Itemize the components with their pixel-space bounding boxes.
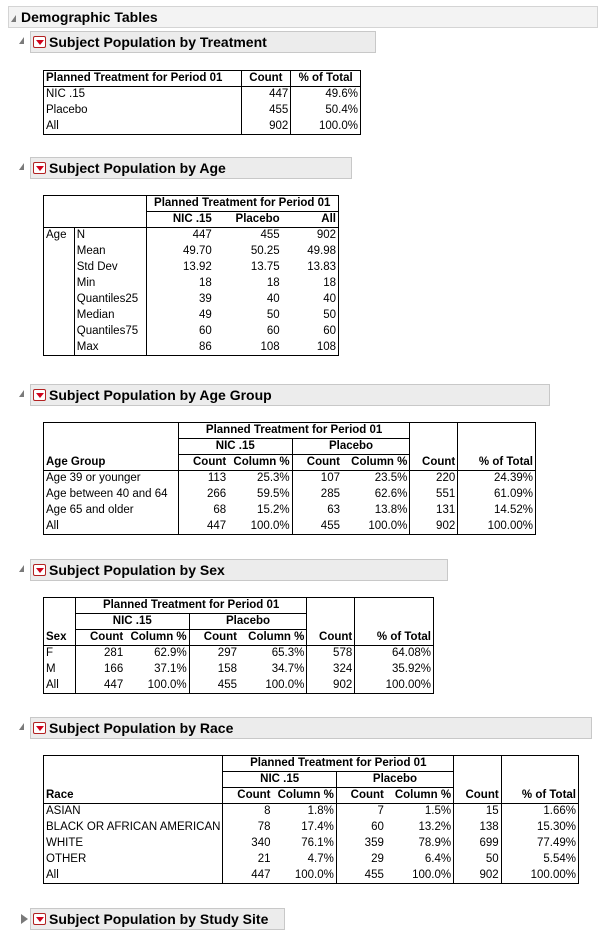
table-row: Std Dev 13.92 13.75 13.83: [44, 260, 339, 276]
red-menu-icon[interactable]: [33, 162, 46, 174]
column-header: Count: [307, 630, 355, 646]
column-header: Count: [292, 455, 342, 471]
table-row: Quantiles25 39 40 40: [44, 292, 339, 308]
red-menu-icon[interactable]: [33, 722, 46, 734]
table-row: BLACK OR AFRICAN AMERICAN 78 17.4% 60 13.2% 138 15.30%: [44, 820, 579, 836]
column-header: Planned Treatment for Period 01: [44, 71, 242, 87]
column-header: Column %: [386, 788, 454, 804]
section-title: Subject Population by Sex: [49, 562, 225, 578]
column-header: All: [282, 212, 339, 228]
age-table: [43, 195, 339, 356]
column-header: Placebo: [214, 212, 282, 228]
table-row: OTHER 21 4.7% 29 6.4% 50 5.54%: [44, 852, 579, 868]
table-row: Age between 40 and 64 266 59.5% 285 62.6% 551 61.09%: [44, 487, 536, 503]
group-header: Placebo: [189, 614, 307, 630]
row-label-header: Sex: [44, 630, 76, 646]
triangle-open-icon[interactable]: [19, 37, 24, 44]
column-header: Count: [178, 455, 228, 471]
race-table: [43, 755, 579, 884]
table-row: Age 65 and older 68 15.2% 63 13.8% 131 14.52%: [44, 503, 536, 519]
triangle-open-icon[interactable]: [19, 723, 24, 730]
table-row: NIC .15 447 49.6%: [44, 87, 361, 103]
red-menu-icon[interactable]: [33, 36, 46, 48]
column-header: Count: [336, 788, 386, 804]
table-row: F 281 62.9% 297 65.3% 578 64.08%: [44, 646, 434, 662]
row-label-header: Age Group: [44, 455, 179, 471]
red-menu-icon[interactable]: [33, 913, 46, 925]
column-header: % of Total: [291, 71, 361, 87]
column-header: Column %: [228, 455, 292, 471]
section-header-age-group: [30, 384, 550, 406]
table-row: Median 49 50 50: [44, 308, 339, 324]
table-row: All 447 100.0% 455 100.0% 902 100.00%: [44, 868, 579, 884]
section-title: Subject Population by Study Site: [49, 911, 269, 927]
group-header: Placebo: [292, 439, 410, 455]
table-row: M 166 37.1% 158 34.7% 324 35.92%: [44, 662, 434, 678]
table-row: Quantiles75 60 60 60: [44, 324, 339, 340]
triangle-open-icon[interactable]: [19, 390, 24, 397]
table-row: Age 39 or younger 113 25.3% 107 23.5% 220 24.39%: [44, 471, 536, 487]
column-header: Count: [241, 71, 291, 87]
section-title: Subject Population by Age: [49, 160, 226, 176]
spanner-header: Planned Treatment for Period 01: [146, 196, 339, 212]
column-header: Count: [75, 630, 125, 646]
triangle-closed-icon[interactable]: [21, 914, 28, 924]
triangle-open-icon[interactable]: [19, 565, 24, 572]
table-row: ASIAN 8 1.8% 7 1.5% 15 1.66%: [44, 804, 579, 820]
table-row: WHITE 340 76.1% 359 78.9% 699 77.49%: [44, 836, 579, 852]
row-group-label: Age: [44, 228, 75, 244]
section-header-study-site: [30, 908, 285, 930]
section-header-race: [30, 717, 592, 739]
age-group-table: [43, 422, 536, 535]
column-header: Count: [410, 455, 458, 471]
column-header: % of Total: [355, 630, 434, 646]
column-header: Count: [189, 630, 239, 646]
column-header: Column %: [272, 788, 336, 804]
group-header: NIC .15: [223, 772, 336, 788]
column-header: Column %: [342, 455, 410, 471]
column-header: Count: [454, 788, 502, 804]
section-header-sex: [30, 559, 448, 581]
group-header: NIC .15: [178, 439, 292, 455]
column-header: % of Total: [501, 788, 578, 804]
table-row: Mean 49.70 50.25 49.98: [44, 244, 339, 260]
table-row: Min 18 18 18: [44, 276, 339, 292]
spanner-header: Planned Treatment for Period 01: [75, 598, 306, 614]
spanner-header: Planned Treatment for Period 01: [178, 423, 410, 439]
section-title: Subject Population by Treatment: [49, 34, 267, 50]
table-row: Placebo 455 50.4%: [44, 103, 361, 119]
row-label-header: Race: [44, 788, 223, 804]
sex-table: [43, 597, 434, 694]
column-header: Column %: [239, 630, 307, 646]
table-row: All 447 100.0% 455 100.0% 902 100.00%: [44, 678, 434, 694]
group-header: Placebo: [336, 772, 453, 788]
triangle-open-icon[interactable]: [11, 15, 16, 22]
section-header-treatment: [30, 31, 376, 53]
table-row: All 447 100.0% 455 100.0% 902 100.00%: [44, 519, 536, 535]
table-row: Age N 447 455 902: [44, 228, 339, 244]
column-header: Column %: [125, 630, 189, 646]
spanner-header: Planned Treatment for Period 01: [223, 756, 454, 772]
treatment-table: [43, 70, 361, 135]
section-title: Subject Population by Race: [49, 720, 234, 736]
red-menu-icon[interactable]: [33, 564, 46, 576]
table-row: Max 86 108 108: [44, 340, 339, 356]
report-header: [8, 6, 598, 28]
column-header: % of Total: [458, 455, 536, 471]
triangle-open-icon[interactable]: [19, 163, 24, 170]
section-title: Subject Population by Age Group: [49, 387, 272, 403]
red-menu-icon[interactable]: [33, 389, 46, 401]
group-header: NIC .15: [75, 614, 189, 630]
column-header: NIC .15: [146, 212, 214, 228]
table-row: All 902 100.0%: [44, 119, 361, 135]
column-header: Count: [223, 788, 273, 804]
report-title: Demographic Tables: [21, 9, 158, 25]
section-header-age: [30, 157, 352, 179]
